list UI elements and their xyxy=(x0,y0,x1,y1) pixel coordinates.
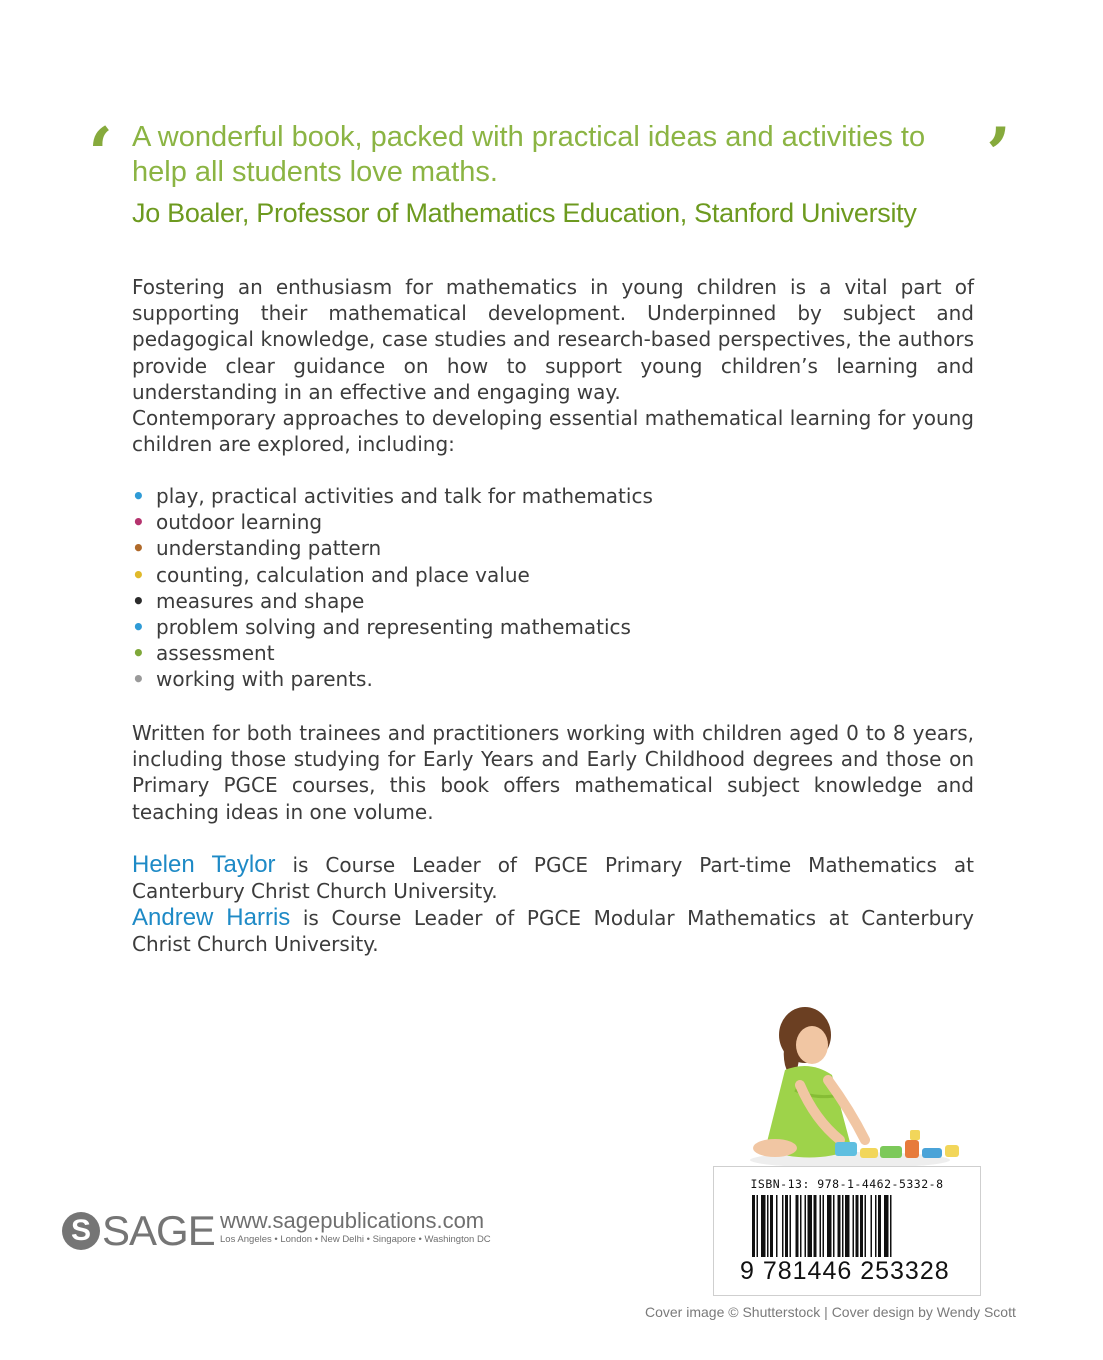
sage-logo-mark: S xyxy=(62,1212,100,1250)
bullet-dot: • xyxy=(132,667,145,692)
barcode-bar xyxy=(757,1195,759,1257)
barcode-bar xyxy=(785,1195,788,1257)
barcode-bar xyxy=(856,1195,859,1257)
barcode-bar xyxy=(860,1195,863,1257)
quote-attribution: Jo Boaler, Professor of Mathematics Education, Stanford University xyxy=(132,198,917,228)
author-bio-1 xyxy=(132,852,974,904)
bullet-dot: • xyxy=(132,562,145,587)
barcode-bar xyxy=(770,1195,773,1257)
barcode-bar xyxy=(767,1195,769,1257)
bullet-dot: • xyxy=(132,484,145,508)
barcode-bar xyxy=(845,1195,850,1257)
bullet-dot: • xyxy=(132,536,145,561)
list-item-text: working with parents. xyxy=(156,667,373,692)
list-item-text: play, practical activities and talk for mathematics xyxy=(156,484,653,508)
close-quote-mark: ’ xyxy=(986,111,1012,196)
publisher-url[interactable]: www.sagepublications.com xyxy=(220,1208,485,1233)
barcode-bar xyxy=(776,1195,778,1257)
list-item xyxy=(132,483,653,509)
list-item xyxy=(132,509,653,535)
barcode-bar xyxy=(842,1195,844,1257)
barcode-bar xyxy=(823,1195,825,1257)
barcode-bar xyxy=(890,1195,892,1257)
list-item xyxy=(132,640,653,666)
barcode-bar xyxy=(833,1195,835,1257)
endorsement-quote: A wonderful book, packed with practical ideas and activities to help all students love maths. xyxy=(132,121,926,188)
description-paragraph-2: Contemporary approaches to developing essential mathematical learning for young children are explored, including: xyxy=(132,406,974,457)
bullet-dot: • xyxy=(132,641,145,666)
list-item xyxy=(132,666,653,692)
author-name: Helen Taylor xyxy=(132,851,276,878)
bullet-dot: • xyxy=(132,588,145,613)
open-quote-mark: ‘ xyxy=(88,111,114,196)
bullet-dot: • xyxy=(132,510,145,535)
child-playing-photo xyxy=(740,1000,970,1170)
barcode-bar xyxy=(800,1195,802,1257)
topics-list xyxy=(132,483,653,693)
barcode-bar xyxy=(814,1195,817,1257)
author-bio-text: is Course Leader of PGCE Modular Mathematics at Canterbury Christ Church University. xyxy=(132,906,974,957)
author-name: Andrew Harris xyxy=(132,904,291,931)
barcode-bar xyxy=(808,1195,813,1257)
cover-credits: Cover image © Shutterstock | Cover design by Wendy Scott xyxy=(645,1304,1016,1320)
description-paragraph-1: Fostering an enthusiasm for mathematics in young children is a vital part of supporting their mathematical development. Underpinned by subject and pedagogical knowledge, case studies and research-based perspectives, the authors provide clear guidance on how to support young children’s learning and understanding in an effective and engaging way. xyxy=(132,275,974,404)
list-item-text: assessment xyxy=(156,641,275,666)
barcode-bar xyxy=(790,1195,792,1257)
barcode-bar xyxy=(805,1195,807,1257)
barcode-bar xyxy=(875,1195,877,1257)
sage-logo xyxy=(62,1208,215,1254)
description-paragraph-3: Written for both trainees and practitioners working with children aged 0 to 8 years, including those studying for Early Years and Early Childhood degrees and those on Primary PGCE courses, this book offers mathematical subject knowledge and teaching ideas in one volume. xyxy=(132,721,974,824)
barcode-bar xyxy=(853,1195,855,1257)
barcode-bar xyxy=(752,1195,755,1257)
barcode-digits: 9 781446 253328 xyxy=(740,1257,950,1285)
list-item-text: understanding pattern xyxy=(156,536,382,561)
barcode-bars xyxy=(752,1195,948,1257)
barcode-bar xyxy=(820,1195,822,1257)
list-item xyxy=(132,614,653,640)
barcode-bar xyxy=(871,1195,873,1257)
author-bio-2 xyxy=(132,905,974,957)
list-item xyxy=(132,562,653,588)
author-bio-text: is Course Leader of PGCE Primary Part-time Mathematics at Canterbury Christ Church University. xyxy=(132,853,974,904)
bullet-dot: • xyxy=(132,615,145,640)
barcode-bar xyxy=(782,1195,784,1257)
list-item-text: problem solving and representing mathematics xyxy=(156,615,631,640)
barcode-bar xyxy=(838,1195,841,1257)
sage-logo-word: SAGE xyxy=(102,1207,215,1254)
barcode-bar xyxy=(796,1195,799,1257)
list-item xyxy=(132,588,653,614)
list-item-text: outdoor learning xyxy=(156,510,323,535)
barcode-bar xyxy=(827,1195,832,1257)
barcode-bar xyxy=(884,1195,889,1257)
barcode-bar xyxy=(865,1195,867,1257)
barcode-bar xyxy=(761,1195,766,1257)
list-item xyxy=(132,535,653,561)
list-item-text: counting, calculation and place value xyxy=(156,562,530,587)
barcode-bar xyxy=(878,1195,881,1257)
publisher-cities: Los Angeles • London • New Delhi • Singapore • Washington DC xyxy=(220,1234,491,1245)
list-item-text: measures and shape xyxy=(156,588,365,613)
barcode-panel xyxy=(713,1166,981,1296)
isbn-label: ISBN-13: 978-1-4462-5332-8 xyxy=(750,1177,944,1191)
